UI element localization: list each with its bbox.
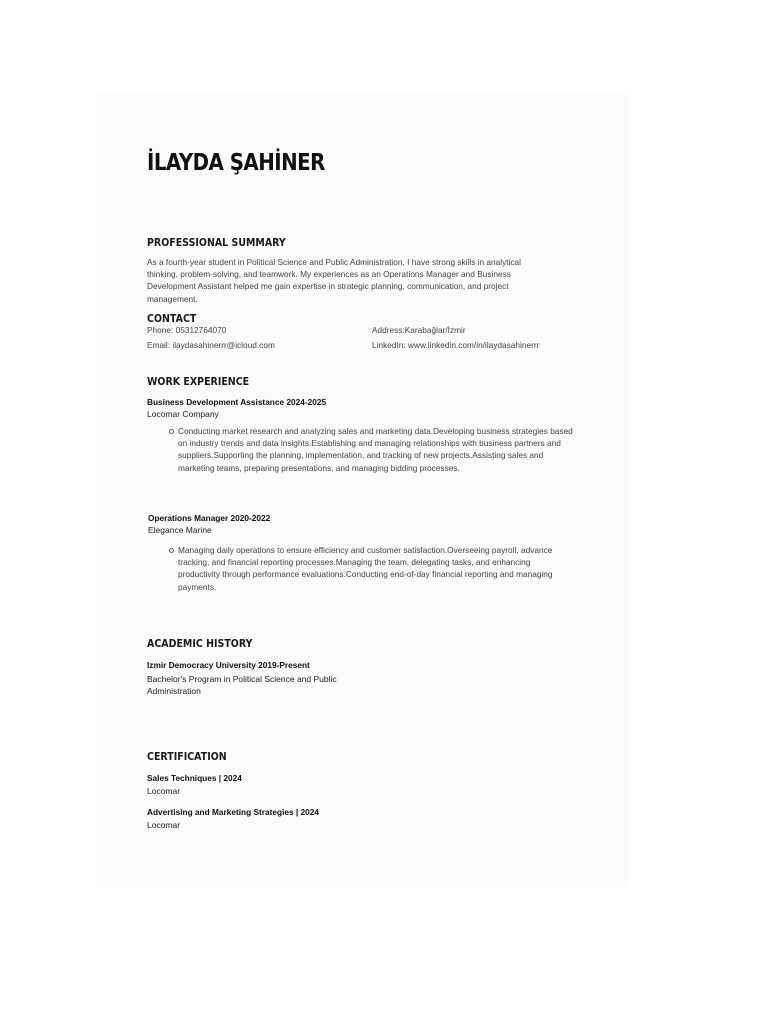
school-name: Izmir Democracy University 2019-Present bbox=[147, 660, 310, 670]
certification-title: Sales Techniques | 2024 bbox=[147, 773, 242, 783]
certification-title: Advertising and Marketing Strategies | 2024 bbox=[147, 807, 320, 817]
job-description: Conducting market research and analyzing sales and marketing data.Developing business strategies based on industry trends and data insights.Establishing and managing relationships with business partners and suppliers.Supporting the planning, implementation, and tracking of new projects.Assisting sales and marketing teams, preparing presentations, and managing bidding processes. bbox=[178, 426, 573, 473]
work-heading: WORK EXPERIENCE bbox=[147, 375, 250, 388]
resume-name: İLAYDA ŞAHİNER bbox=[147, 150, 325, 176]
contact-linkedin: LinkedIn: www.linkedin.com/in/ilaydasahinerrr bbox=[372, 340, 540, 350]
summary-text: As a fourth-year student in Political Science and Public Administration, I have strong skills in analytical thinking, problem-solving, and teamwork. My experiences as an Operations Manager and Business Development Assistant helped me gain expertise in strategic planning, communication, and project management. bbox=[147, 257, 522, 304]
job-title: Business Development Assistance 2024-2025 bbox=[147, 397, 327, 407]
contact-phone: Phone: 05312764070 bbox=[147, 325, 227, 335]
resume-page bbox=[97, 94, 628, 887]
job-company: Locomar Company bbox=[147, 409, 219, 419]
contact-email: Email: ilaydasahinerrr@icloud.com bbox=[147, 340, 275, 350]
contact-heading: CONTACT bbox=[147, 312, 197, 325]
job-description: Managing daily operations to ensure efficiency and customer satisfaction.Overseeing payroll, advance tracking, and financial reporting processes.Managing the team, delegating tasks, and enhancing productivity through performance evaluations.Conducting end-of-day financial reporting and managing payments. bbox=[178, 545, 553, 592]
job-title: Operations Manager 2020-2022 bbox=[148, 513, 271, 523]
contact-address: Address:Karabağlar/İzmir bbox=[372, 325, 466, 335]
bullet-icon bbox=[169, 548, 174, 553]
summary-heading: PROFESSIONAL SUMMARY bbox=[147, 236, 286, 249]
certification-issuer: Locomar bbox=[147, 786, 181, 796]
certification-issuer: Locomar bbox=[147, 820, 181, 830]
program-name: Bachelor's Program in Political Science and Public Administration bbox=[147, 674, 337, 696]
job-company: Elegance Marine bbox=[148, 525, 212, 535]
academic-heading: ACADEMIC HISTORY bbox=[147, 637, 253, 650]
bullet-icon bbox=[169, 429, 174, 434]
certification-heading: CERTIFICATION bbox=[147, 750, 227, 763]
